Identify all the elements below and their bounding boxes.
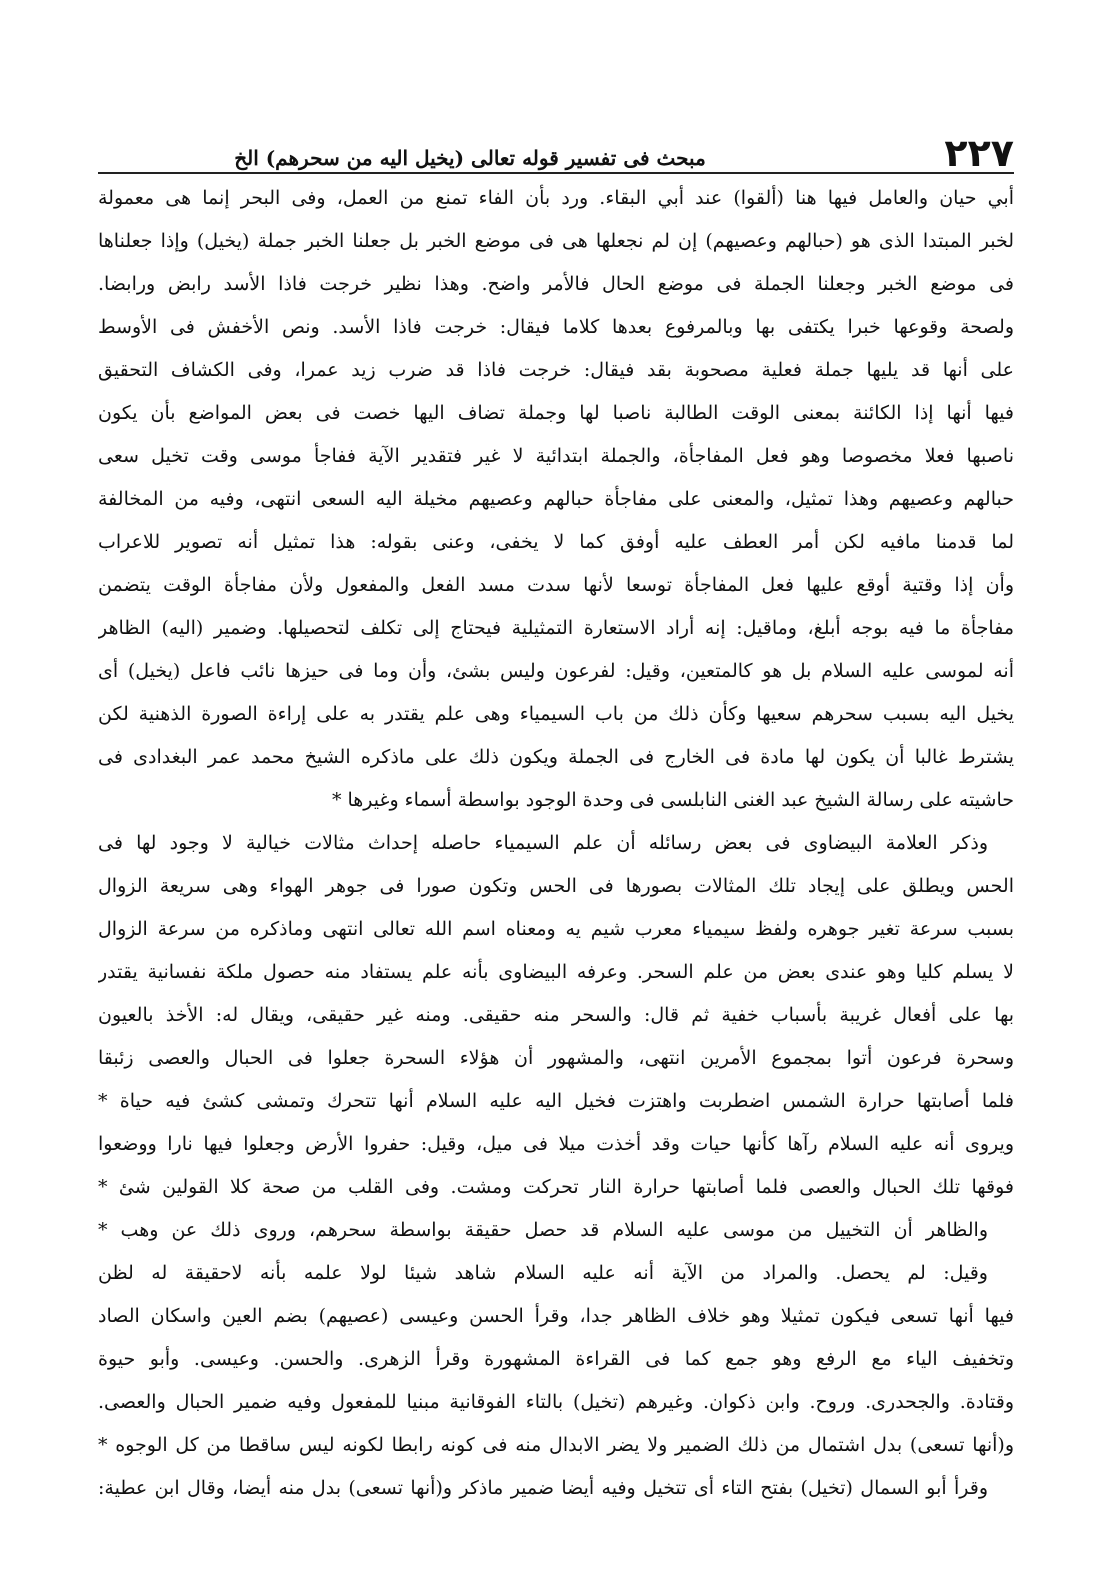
page-number: ٢٢٧ — [944, 131, 1014, 175]
text-line: فى موضع الخبر وجعلنا الجملة فى موضع الحال فالأمر واضح. وهذا نظير خرجت فاذا الأسد رابض ورابضا. — [98, 273, 1014, 295]
text-line: يشترط غالبا أن يكون لها مادة فى الخارج فى الجملة ويكون ذلك على ماذكره الشيخ محمد عمر البغدادى فى — [98, 746, 1014, 768]
text-line: والظاهر أن التخييل من موسى عليه السلام قد حصل حقيقة بواسطة سحرهم، وروى ذلك عن وهب * — [98, 1219, 988, 1241]
text-line: بسبب سرعة تغير جوهره ولفظ سيمياء معرب شيم يه ومعناه اسم الله تعالى انتهى وماذكره من سرعة الزوال — [98, 918, 1014, 940]
text-line: فلما أصابتها حرارة الشمس اضطربت واهتزت فخيل اليه عليه السلام أنها تتحرك وتمشى كشئ فيه حياة * — [98, 1090, 1014, 1112]
text-line: على أنها قد يليها جملة فعلية مصحوبة بقد فيقال: خرجت فاذا قد ضرب زيد عمرا، وفى الكشاف التحقيق — [98, 359, 1014, 381]
text-line: ناصبها فعلا مخصوصا وهو فعل المفاجأة، والجملة ابتدائية لا غير فتقدير الآية ففاجأ موسى وقت تخيل سعى — [98, 445, 1014, 467]
text-line: حاشيته على رسالة الشيخ عبد الغنى النابلسى فى وحدة الوجود بواسطة أسماء وغيرها * — [331, 789, 1014, 811]
text-line: وقيل: لم يحصل. والمراد من الآية أنه عليه السلام شاهد شيئا لولا علمه بأنه لاحقيقة له لظن — [98, 1262, 988, 1284]
text-line: و(أنها تسعى) بدل اشتمال من ذلك الضمير ولا يضر الابدال منه فى كونه رابطا لكونه ليس ساقطا من كل الوجوه * — [98, 1434, 1014, 1456]
text-line: لخبر المبتدا الذى هو (حبالهم وعصيهم) إن لم نجعلها هى فى موضع الخبر بل جعلنا الخبر جملة (يخيل) وإذا جعلناها — [98, 230, 1014, 252]
text-line: فوقها تلك الحبال والعصى فلما أصابتها حرارة النار تحركت ومشت. وفى القلب من صحة كلا القولين شئ * — [98, 1176, 1014, 1198]
text-line: يخيل اليه بسبب سحرهم سعيها وكأن ذلك من باب السيمياء وهى علم يقتدر به على إراءة الصورة الذهنية لكن — [98, 703, 1014, 725]
page-header — [96, 118, 1014, 174]
text-line: أبي حيان والعامل فيها هنا (ألقوا) عند أبي البقاء. ورد بأن الفاء تمنع من العمل، وفى البحر إنما هى معمولة — [98, 187, 1014, 209]
text-line: أنه لموسى عليه السلام بل هو كالمتعين، وقيل: لفرعون وليس بشئ، وأن وما فى حيزها نائب فاعل (يخيل) أى — [98, 660, 1014, 682]
text-line: مفاجأة ما فيه بوجه أبلغ، وماقيل: إنه أراد الاستعارة التمثيلية فيحتاج إلى تكلف لتحصيلها. وضمير (اليه) الظاهر — [98, 617, 1014, 639]
text-line: حبالهم وعصيهم وهذا تمثيل، والمعنى على مفاجأة حبالهم وعصيهم مخيلة اليه السعى انتهى، وفيه من المخالفة — [98, 488, 1014, 510]
text-line: وقرأ أبو السمال (تخيل) بفتح التاء أى تتخيل وفيه أيضا ضمير ماذكر و(أنها تسعى) بدل منه أيضا، وقال ابن عطية: — [98, 1477, 988, 1499]
text-line: وسحرة فرعون أتوا بمجموع الأمرين انتهى، والمشهور أن هؤلاء السحرة جعلوا فى الحبال والعصى زئبقا — [98, 1047, 1014, 1069]
text-line: لما قدمنا مافيه لكن أمر العطف عليه أوفق كما لا يخفى، وعنى بقوله: هذا تمثيل أنه تصوير للاعراب — [98, 531, 1014, 553]
text-line: وتخفيف الياء مع الرفع وهو جمع كما فى القراءة المشهورة وقرأ الزهرى. والحسن. وعيسى. وأبو حيوة — [98, 1348, 1014, 1370]
body-text — [98, 180, 1014, 1535]
text-line: وقتادة. والجحدرى. وروح. وابن ذكوان. وغيرهم (تخيل) بالتاء الفوقانية مبنيا للمفعول وفيه ضمير الحبال والعصى. — [98, 1391, 1014, 1413]
text-line: فيها أنها إذا الكائنة بمعنى الوقت الطالبة ناصبا لها وجملة تضاف اليها خصت فى بعض المواضع بأن يكون — [98, 402, 1014, 424]
running-title: مبحث فى تفسير قوله تعالى (يخيل اليه من سحرهم) الخ — [234, 146, 706, 170]
text-line: وذكر العلامة البيضاوى فى بعض رسائله أن علم السيمياء حاصله إحداث مثالات خيالية لا وجود لها فى — [98, 832, 988, 854]
text-line: الحس ويطلق على إيجاد تلك المثالات بصورها فى الحس وتكون صورا فى جوهر الهواء وهى سريعة الزوال — [98, 875, 1014, 897]
header-divider — [98, 172, 1014, 174]
text-line: بها على أفعال غريبة بأسباب خفية ثم قال: والسحر منه حقيقى. ومنه غير حقيقى، ويقال له: الأخذ بالعيون — [98, 1004, 1014, 1026]
text-line: وأن إذا وقتية أوقع عليها فعل المفاجأة توسعا لأنها سدت مسد الفعل والمفعول ولأن مفاجأة الوقت يتضمن — [98, 574, 1014, 596]
text-line: ولصحة وقوعها خبرا يكتفى بها وبالمرفوع بعدها كلاما فيقال: خرجت فاذا الأسد. ونص الأخفش فى الأوسط — [98, 316, 1014, 338]
text-line: لا يسلم كليا وهو عندى بعض من علم السحر. وعرفه البيضاوى بأنه علم يستفاد منه حصول ملكة نفسانية يقتدر — [98, 961, 1014, 983]
text-line: فيها أنها تسعى فيكون تمثيلا وهو خلاف الظاهر جدا، وقرأ الحسن وعيسى (عصيهم) بضم العين واسكان الصاد — [98, 1305, 1014, 1327]
text-line: ويروى أنه عليه السلام رآها كأنها حيات وقد أخذت ميلا فى ميل، وقيل: حفروا الأرض وجعلوا فيها نارا ووضعوا — [98, 1133, 1014, 1155]
